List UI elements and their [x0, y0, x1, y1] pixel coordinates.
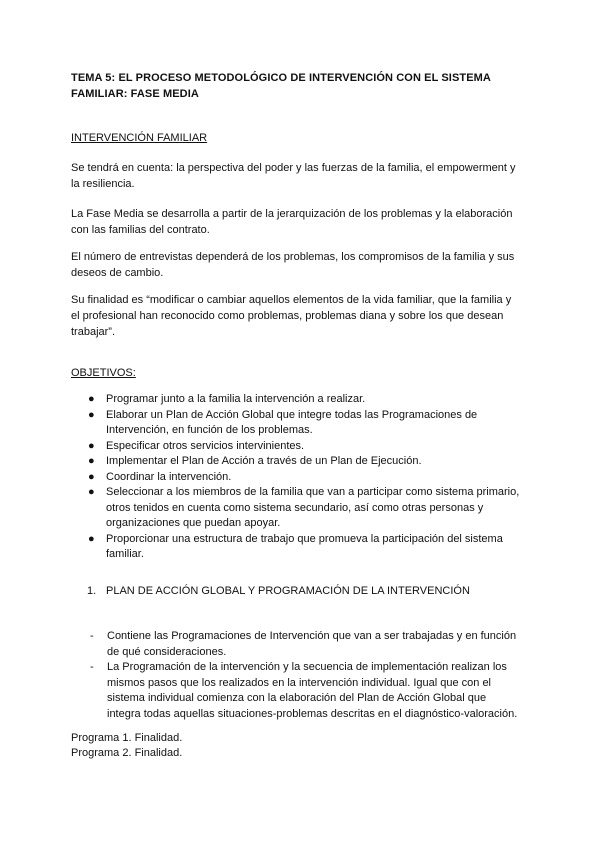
- paragraph-3: [71, 249, 531, 281]
- program-1: Programa 1. Finalidad.: [71, 732, 183, 744]
- paragraph-4-line-3: trabajar”.: [71, 326, 116, 338]
- section-title: PLAN DE ACCIÓN GLOBAL Y PROGRAMACIÓN DE LA INTERVENCIÓN: [106, 585, 470, 597]
- bullet-icon: ●: [88, 470, 95, 483]
- title-line-1: TEMA 5: EL PROCESO METODOLÓGICO DE INTERVENCIÓN CON EL SISTEMA: [71, 72, 491, 84]
- paragraph-4: [71, 292, 531, 340]
- objectives-heading: OBJETIVOS:: [71, 367, 136, 379]
- program-2: Programa 2. Finalidad.: [71, 747, 183, 759]
- list-item: [71, 439, 531, 455]
- objective-text: Coordinar la intervención.: [106, 470, 232, 483]
- objective-text: Implementar el Plan de Acción a través de un Plan de Ejecución.: [106, 455, 422, 467]
- objective-text: Programar junto a la familia la intervención a realizar.: [106, 393, 366, 405]
- objectives-list: [71, 392, 531, 563]
- objective-text: familiar.: [106, 548, 144, 560]
- paragraph-4-line-2: el profesional han reconocido como problemas, problemas diana y sobre los que desean: [71, 310, 504, 322]
- bullet-icon: ●: [88, 439, 95, 452]
- bullet-icon: ●: [88, 455, 95, 467]
- bullet-icon: ●: [88, 408, 95, 421]
- dash-item-text: Contiene las Programaciones de Intervención que van a ser trabajadas y en función: [107, 630, 517, 642]
- paragraph-1-line-1: Se tendrá en cuenta: la perspectiva del poder y las fuerzas de la familia, el empowerment y: [71, 162, 516, 174]
- paragraph-1: [71, 160, 531, 192]
- paragraph-2-line-2: con las familias del contrato.: [71, 224, 210, 236]
- bullet-icon: ●: [88, 532, 95, 545]
- dash-item-text: mismos pasos que los realizados en la intervención individual. Igual que con el: [107, 676, 492, 689]
- objective-text: Intervención, en función de los problemas.: [106, 424, 313, 436]
- objective-text: organizaciones que puedan apoyar.: [106, 517, 281, 529]
- numbered-heading-plan: [87, 584, 470, 599]
- objective-text: otros tenidos en cuenta como sistema secundario, así como otras personas y: [106, 501, 484, 514]
- dash-item-text: de qué consideraciones.: [107, 645, 227, 658]
- dash-item-text: La Programación de la intervención y la secuencia de implementación realizan los: [107, 661, 507, 673]
- dash-item-text: integra todas aquellas situaciones-problemas descritas en el diagnóstico-valoración.: [107, 707, 518, 720]
- list-item: [71, 392, 531, 408]
- bullet-icon: ●: [88, 486, 95, 498]
- list-item: [71, 408, 531, 439]
- paragraph-2: [71, 206, 531, 238]
- list-item: [71, 660, 531, 722]
- paragraph-4-line-1: Su finalidad es “modificar o cambiar aquellos elementos de la vida familiar, que la familia y: [71, 294, 512, 306]
- objective-text: Elaborar un Plan de Acción Global que integre todas las Programaciones de: [106, 408, 478, 421]
- objective-text: Especificar otros servicios intervinientes.: [106, 439, 305, 452]
- paragraph-3-line-1: El número de entrevistas dependerá de los problemas, los compromisos de la familia y sus: [71, 251, 515, 263]
- list-item: [71, 485, 531, 532]
- dash-icon: -: [90, 630, 94, 642]
- paragraph-2-line-1: La Fase Media se desarrolla a partir de la jerarquización de los problemas y la elaboración: [71, 208, 513, 220]
- objective-text: Proporcionar una estructura de trabajo que promueva la participación del sistema: [106, 532, 503, 545]
- objective-text: Seleccionar a los miembros de la familia que van a participar como sistema primario,: [106, 486, 520, 498]
- list-item: [71, 629, 531, 660]
- section-number: 1.: [87, 585, 97, 597]
- list-item: [71, 470, 531, 486]
- paragraph-3-line-2: deseos de cambio.: [71, 267, 164, 279]
- dash-icon: -: [90, 661, 94, 673]
- paragraph-1-line-2: la resiliencia.: [71, 178, 135, 190]
- list-item: [71, 454, 531, 470]
- title-line-2: FAMILIAR: FASE MEDIA: [71, 88, 199, 100]
- dash-item-text: sistema individual comienza con la elaboración del Plan de Acción Global que: [107, 692, 487, 704]
- bullet-icon: ●: [88, 393, 95, 405]
- plan-dash-list: [71, 629, 531, 722]
- document-title: [71, 70, 491, 102]
- section-heading-intervencion: INTERVENCIÓN FAMILIAR: [71, 132, 208, 144]
- list-item: [71, 532, 531, 563]
